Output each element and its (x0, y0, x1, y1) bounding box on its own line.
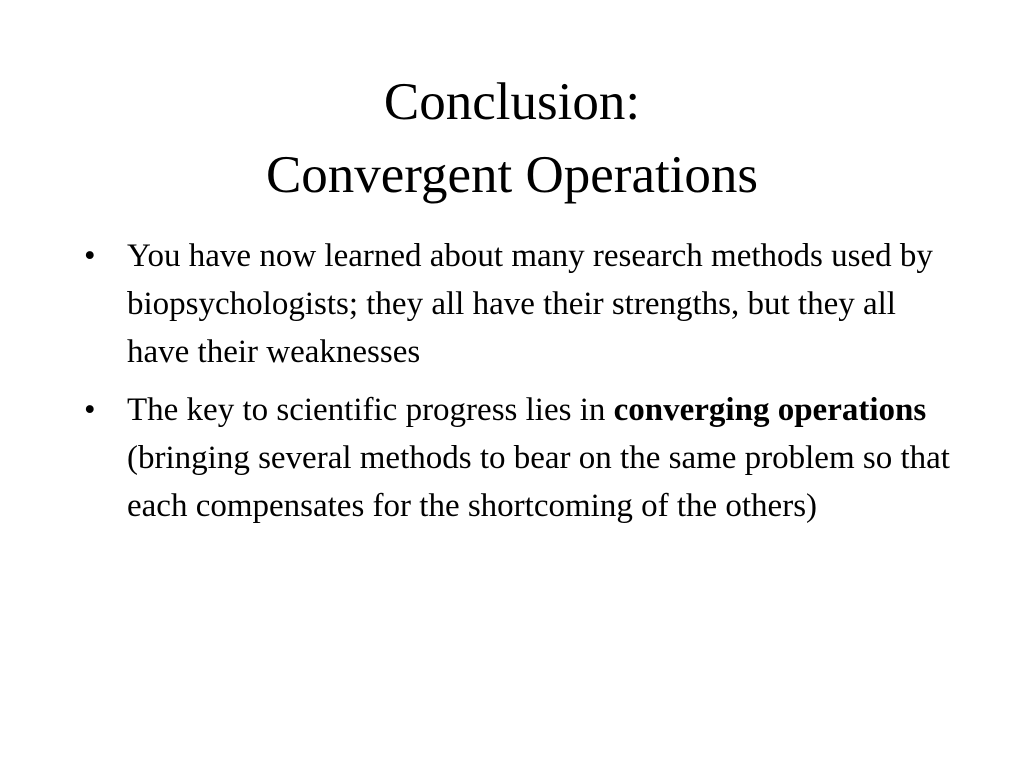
bullet-item-2 (84, 386, 964, 530)
bullet-list (84, 232, 964, 540)
title-line-1: Conclusion: (383, 73, 641, 131)
title-line-2: Convergent Operations (265, 146, 759, 204)
bullet-2-text-after: (bringing several methods to bear on the same problem so that each compensates for the shortcoming of the others) (127, 440, 950, 524)
bullet-2-bold-term: converging operations (613, 392, 927, 428)
bullet-marker-icon: • (84, 392, 96, 428)
bullet-item-1 (84, 232, 964, 376)
bullet-marker-icon: • (84, 238, 96, 274)
slide-title (0, 66, 1024, 212)
bullet-2-text-before: The key to scientific progress lies in (127, 392, 614, 428)
bullet-1-text: You have now learned about many research methods used by biopsychologists; they all have their strengths, but they all have their weaknesses (127, 238, 933, 370)
